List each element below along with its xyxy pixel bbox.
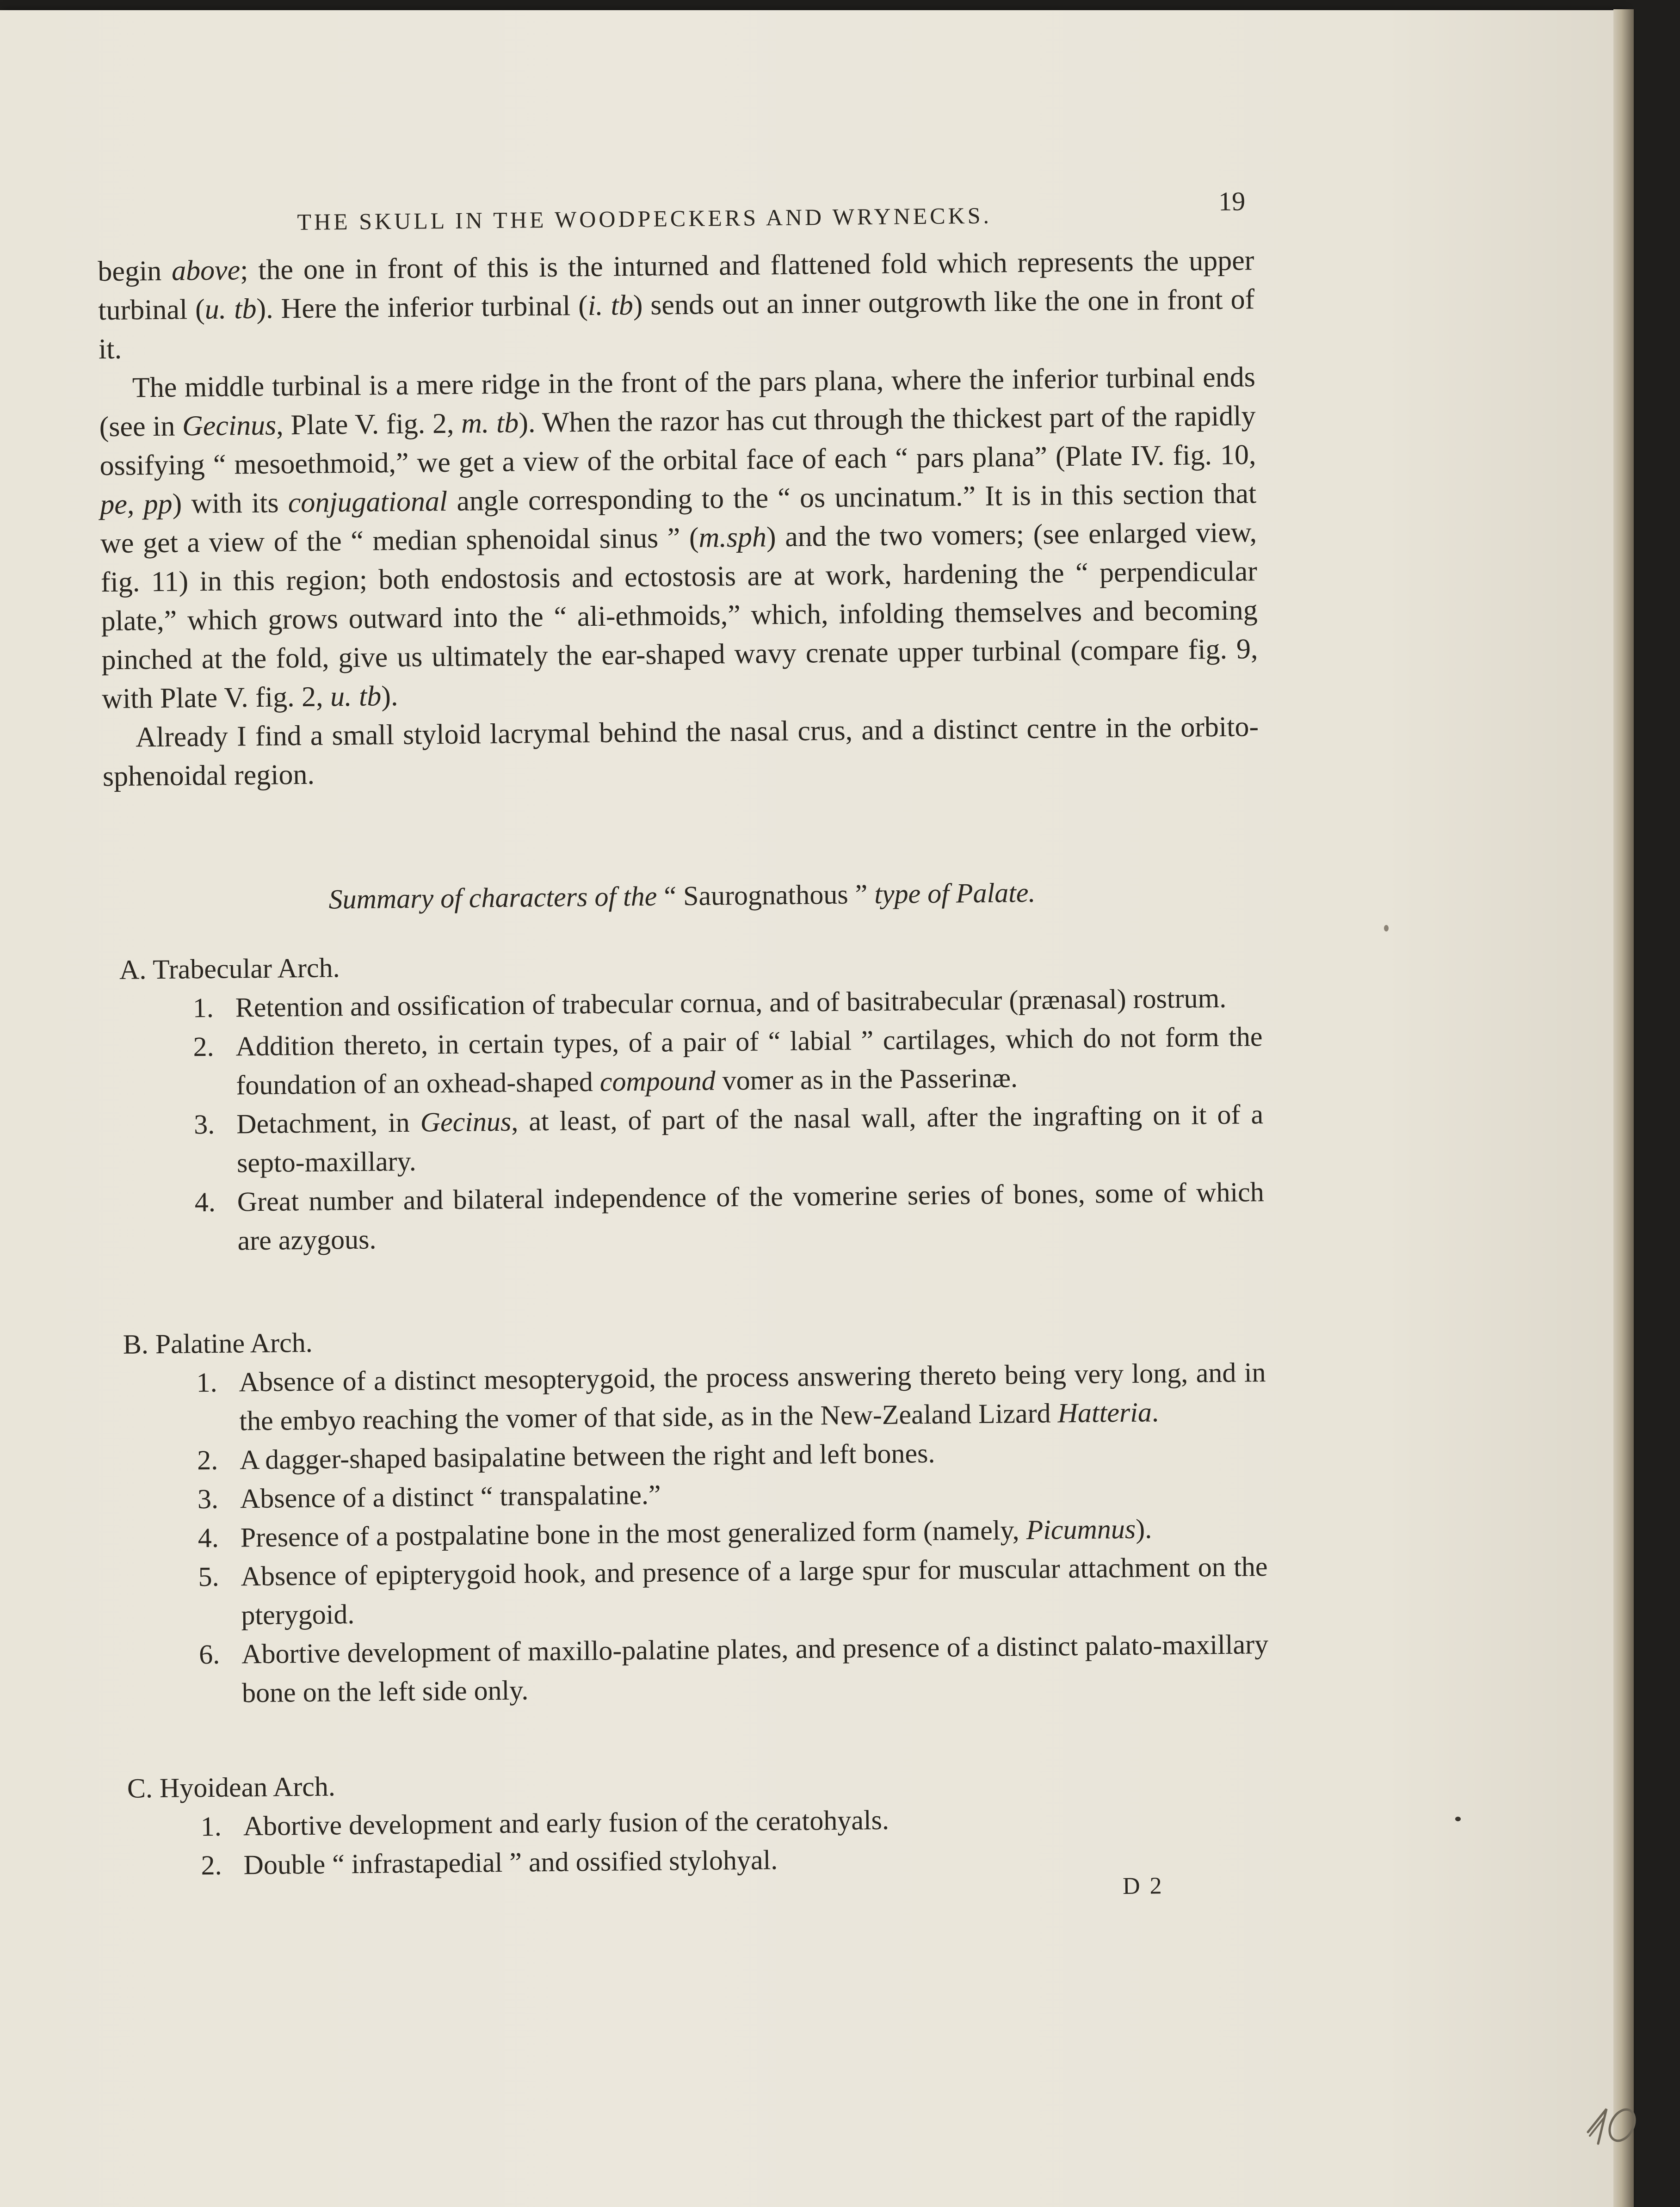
list-item: 4. Great number and bilateral independence of the vomerine series of bones, some of which are azygous. — [194, 1177, 1265, 1256]
list-item: 1. Retention and ossification of trabecular cornua, and of basitrabecular (prænasal) rostrum. — [192, 982, 1227, 1023]
paragraph-1: begin above; the one in front of this is the inturned and flattened fold which represents the upper turbinal (u. tb). Here the inferior turbinal (i. tb) sends out an inner outgrowth like the one in front of it. — [98, 245, 1255, 365]
paragraph-2: The middle turbinal is a mere ridge in the front of the pars plana, where the inferior turbinal ends (see in Gecinus, Plate V. fig. 2, m. tb). When the razor has cut through the thickest part of the rapidly ossifying “ mesoethmoid,” we get a view of the orbital face of each “ pars plana” (Plate IV. fig. 10, pe, pp) with its conjugational angle corresponding to the “ os uncinatum.” It is in this section that we get a view of the “ median sphenoidal sinus ” (m.sph) and the two vomers; (see enlarged view, fig. 11) in this region; both endostosis and ectostosis are at work, hardening the “ perpendicular plate,” which grows outward into the “ ali-ethmoids,” which, infolding themselves and becoming pinched at the fold, give us ultimately the ear-shaped wavy crenate upper turbinal (compare fig. 9, with Plate V. fig. 2, u. tb). — [99, 361, 1258, 715]
summary-heading: Summary of characters of the “ Saurognathous ” type of Palate. — [328, 877, 1036, 915]
section-c-title: C. Hyoidean Arch. — [127, 1771, 336, 1804]
list-item: 5. Absence of epipterygoid hook, and presence of a large spur for muscular attachment on the pterygoid. — [198, 1551, 1268, 1631]
list-item: 2. Addition thereto, in certain types, of a pair of “ labial ” cartilages, which do not form the foundation of an oxhead-shaped compound vomer as in the Passerinæ. — [193, 1021, 1263, 1101]
list-item: 2. A dagger-shaped basipalatine between the right and left bones. — [197, 1437, 935, 1476]
paper-speck — [1384, 925, 1389, 931]
paragraph-3: Already I find a small styloid lacrymal behind the nasal crus, and a distinct centre in the orbito-sphenoidal region. — [102, 711, 1259, 793]
list-item: 2. Double “ infrastapedial ” and ossified stylohyal. — [201, 1844, 778, 1881]
list-item: 3. Absence of a distinct “ transpalatine.” — [197, 1479, 661, 1515]
list-item: 1. Absence of a distinct mesopterygoid, the process answering thereto being very long, and in the embyo reaching the vomer of that side, as in the New-Zealand Lizard Hatteria. — [196, 1357, 1266, 1436]
running-head: THE SKULL IN THE WOODPECKERS AND WRYNECKS. — [297, 202, 992, 235]
list-item: 3. Detachment, in Gecinus, at least, of part of the nasal wall, after the ingrafting on it of a septo-maxillary. — [193, 1099, 1264, 1178]
signature-mark: D 2 — [1122, 1873, 1164, 1900]
section-c — [127, 1758, 1271, 1886]
section-b — [123, 1314, 1269, 1714]
handwritten-folio-number — [1580, 2100, 1640, 2151]
list-item: 6. Abortive development of maxillo-palatine plates, and presence of a distinct palato-maxillary bone on the left side only. — [198, 1629, 1269, 1708]
paper-speck — [1455, 1817, 1461, 1821]
body-text — [98, 241, 1259, 796]
section-a — [119, 939, 1265, 1261]
list-item: 4. Presence of a postpalatine bone in the most generalized form (namely, Picumnus). — [198, 1513, 1152, 1554]
list-item: 1. Abortive development and early fusion of the ceratohyals. — [200, 1804, 889, 1842]
section-a-title: A. Trabecular Arch. — [119, 952, 340, 985]
page-number: 19 — [1218, 186, 1246, 216]
section-b-title: B. Palatine Arch. — [123, 1327, 313, 1360]
